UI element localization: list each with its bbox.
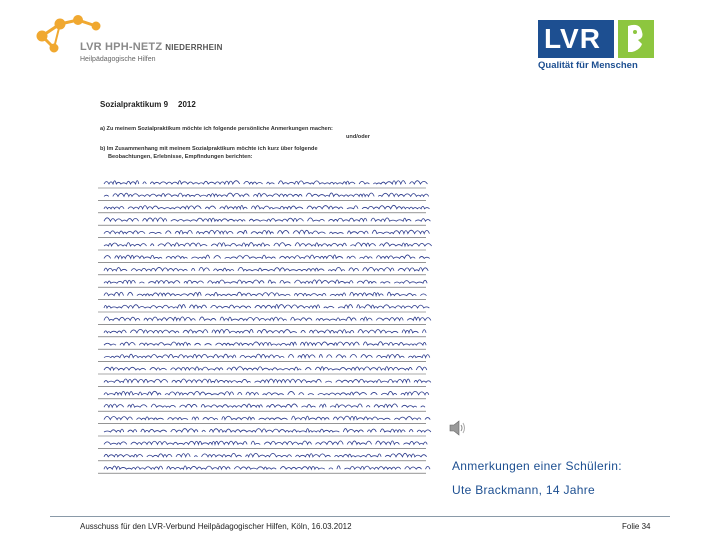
- lvr-tagline: Qualität für Menschen: [538, 60, 638, 71]
- lvr-face-icon: [618, 20, 654, 58]
- caption-line-1: Anmerkungen einer Schülerin:: [452, 459, 622, 473]
- handwriting-line: [104, 441, 427, 445]
- caption-line-2: Ute Brackmann, 14 Jahre: [452, 483, 595, 497]
- document-year: 2012: [178, 100, 196, 109]
- handwriting-area: [96, 96, 436, 476]
- handwriting-line: [104, 193, 433, 196]
- scanned-questionnaire: [96, 96, 436, 476]
- hph-network-icon: [30, 14, 110, 60]
- question-a-cont: und/oder: [346, 134, 370, 140]
- handwriting-line: [104, 205, 430, 209]
- handwriting-line: [104, 379, 431, 382]
- hph-logo-title: LVR HPH-NETZ NIEDERRHEIN: [80, 41, 223, 53]
- question-b: b) Im Zusammenhang mit meinem Sozialpraktikum möchte ich kurz über folgende: [100, 146, 318, 152]
- handwriting-line: [104, 367, 427, 371]
- handwriting-line: [104, 329, 426, 332]
- handwriting-line: [104, 280, 427, 283]
- slide-number: Folie 34: [622, 522, 651, 531]
- handwriting-line: [104, 218, 430, 221]
- question-a: a) Zu meinem Sozialpraktikum möchte ich folgende persönliche Anmerkungen machen:: [100, 126, 333, 132]
- handwriting-line: [104, 342, 426, 346]
- handwriting-line: [104, 267, 428, 270]
- handwriting-line: [104, 230, 429, 233]
- handwriting-line: [104, 305, 429, 308]
- handwriting-line: [104, 416, 434, 420]
- caption: [452, 454, 622, 502]
- handwriting-line: [104, 466, 430, 469]
- hph-logo-subtitle: Heilpädagogische Hilfen: [80, 56, 156, 63]
- footer-text: Ausschuss für den LVR-Verbund Heilpädagogischer Hilfen, Köln, 16.03.2012: [80, 522, 352, 531]
- handwriting-line: [104, 391, 433, 395]
- handwriting-line: [104, 181, 427, 184]
- question-b-cont: Beobachtungen, Erlebnisse, Empfindungen berichten:: [108, 154, 253, 160]
- speaker-icon[interactable]: [448, 418, 468, 438]
- handwriting-line: [104, 243, 432, 246]
- handwriting-line: [104, 429, 431, 432]
- lvr-logo-text: LVR: [538, 20, 614, 58]
- handwriting-line: [104, 453, 427, 457]
- lvr-logo: [538, 20, 656, 72]
- handwriting-line: [104, 317, 431, 321]
- handwriting-line: [104, 404, 429, 407]
- handwriting-line: [104, 292, 427, 295]
- footer-divider: [50, 516, 670, 517]
- hph-netz-logo: [30, 14, 230, 70]
- handwriting-line: [104, 354, 430, 357]
- document-title: Sozialpraktikum 9 2012: [100, 100, 196, 109]
- hph-logo-region: NIEDERRHEIN: [165, 43, 223, 52]
- handwriting-line: [104, 255, 430, 258]
